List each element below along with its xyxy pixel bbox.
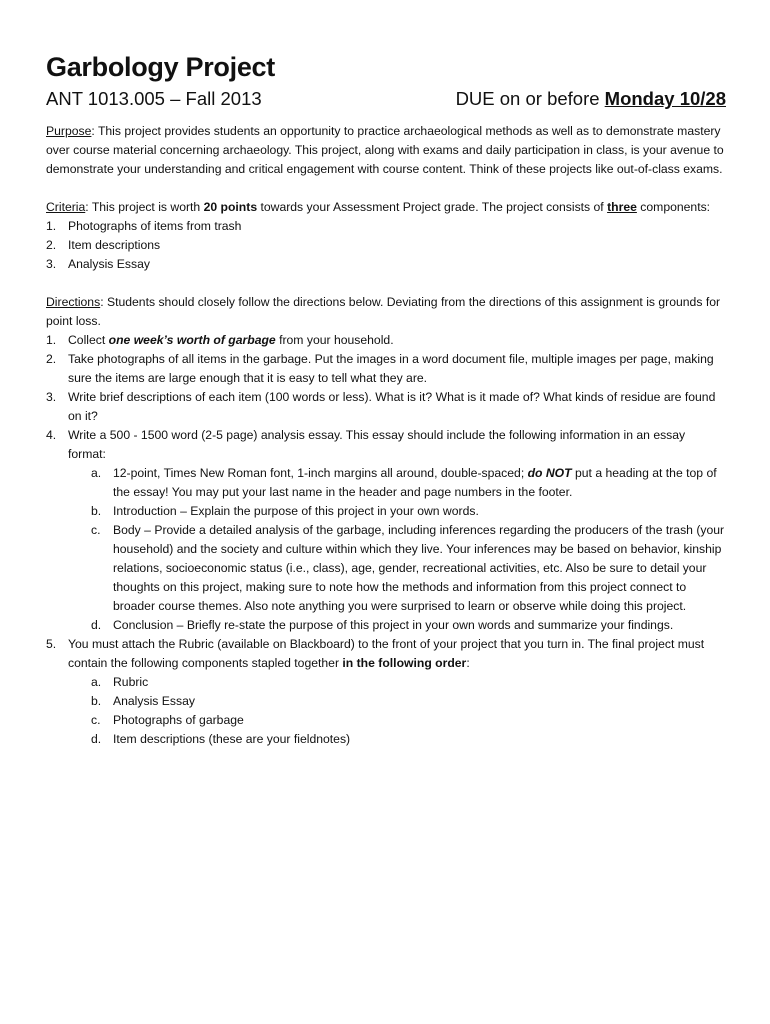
- purpose-text: : This project provides students an opportunity to practice archaeological methods as well as to demonstrate mastery over course material concerning archaeology. This project, along with exams and daily participation in class, is your avenue to demonstrate your understanding and critical engagement with course content. Think of these projects like out-of-class exams.: [46, 124, 724, 176]
- item1-emphasis: one week’s worth of garbage: [108, 333, 276, 347]
- item5-emphasis: in the following order: [342, 656, 467, 670]
- list-item: [46, 217, 726, 236]
- item5-text-a: You must attach the Rubric (available on Blackboard) to the front of your project that you turn in. The final project must contain the following components stapled together: [68, 637, 705, 670]
- item-number: 3.: [46, 257, 57, 271]
- directions-list: [46, 331, 726, 749]
- sub-a-text-2: put a heading at the top of the essay! You may put your last name in the header and page numbers in the footer.: [113, 466, 717, 499]
- criteria-points: 20 points: [203, 200, 258, 214]
- item-letter: a.: [91, 466, 102, 480]
- criteria-label: Criteria: [46, 200, 86, 214]
- item-letter: b.: [91, 694, 102, 708]
- list-item: [91, 521, 726, 616]
- item1-text-a: Collect: [68, 333, 109, 347]
- criteria-paragraph: [46, 198, 726, 217]
- directions-paragraph: [46, 293, 726, 331]
- sub-a-text-1: 12-point, Times New Roman font, 1-inch margins all around, double-spaced;: [113, 466, 528, 480]
- item-text: [113, 464, 726, 502]
- item-number: 3.: [46, 390, 57, 404]
- list-item: [91, 464, 726, 502]
- item-text: Take photographs of all items in the garbage. Put the images in a word document file, multiple images per page, making sure the items are large enough that it is easy to tell what they are.: [68, 352, 714, 385]
- item-text: Write brief descriptions of each item (100 words or less). What is it? What is it made of? What kinds of residue are found on it?: [68, 390, 716, 423]
- item-number: 2.: [46, 352, 57, 366]
- criteria-list: [46, 217, 726, 274]
- list-item: [91, 616, 726, 635]
- list-item: [91, 730, 726, 749]
- purpose-label: Purpose: [46, 124, 92, 138]
- criteria-text-b: towards your Assessment Project grade. The project consists of: [257, 200, 608, 214]
- item-text: [68, 635, 726, 673]
- item-text: Body – Provide a detailed analysis of the garbage, including inferences regarding the producers of the trash (your household) and the society and culture within which they live. Your inferences may be based on behavior, kinship relations, socioeconomic status (i.e., class), age, gender, recreational activities, etc. Also be sure to detail your thoughts on this project, making sure to note how the methods and information from this project connect to broader course themes. Also note anything you were surprised to learn or observe while doing this project.: [113, 523, 725, 613]
- course-line: [46, 87, 726, 111]
- list-item: [46, 635, 726, 673]
- item-letter: d.: [91, 732, 102, 746]
- course-name: ANT 1013.005 – Fall 2013: [46, 88, 262, 109]
- item-letter: a.: [91, 675, 102, 689]
- item-text: Photographs of items from trash: [68, 219, 242, 233]
- item-number: 2.: [46, 238, 57, 252]
- item-text: Analysis Essay: [113, 694, 195, 708]
- document-page: [46, 50, 726, 749]
- list-item: [46, 388, 726, 426]
- sub-a-emphasis: do NOT: [527, 466, 572, 480]
- list-item: [91, 502, 726, 521]
- document-title: Garbology Project: [46, 52, 275, 82]
- due-date-line: [456, 87, 726, 111]
- item1-text-b: from your household.: [275, 333, 394, 347]
- item-text: Analysis Essay: [68, 257, 150, 271]
- list-item: [91, 711, 726, 730]
- criteria-text-a: : This project is worth: [85, 200, 204, 214]
- item-letter: c.: [91, 523, 101, 537]
- item-number: 1.: [46, 333, 57, 347]
- item-letter: d.: [91, 618, 102, 632]
- criteria-text-c: components:: [636, 200, 711, 214]
- item-text: Photographs of garbage: [113, 713, 244, 727]
- purpose-paragraph: [46, 122, 726, 179]
- item-text: Rubric: [113, 675, 149, 689]
- item5-text-b: :: [466, 656, 470, 670]
- list-item: [46, 350, 726, 388]
- item-number: 5.: [46, 637, 57, 651]
- directions-label: Directions: [46, 295, 101, 309]
- list-item: [91, 673, 726, 692]
- item-number: 1.: [46, 219, 57, 233]
- item-letter: b.: [91, 504, 102, 518]
- item-text: Write a 500 - 1500 word (2-5 page) analysis essay. This essay should include the following information in an essay format:: [68, 428, 686, 461]
- due-date: Monday 10/28: [604, 88, 726, 109]
- list-item: [46, 236, 726, 255]
- criteria-count: three: [607, 200, 637, 214]
- directions-text: : Students should closely follow the directions below. Deviating from the directions of this assignment is grounds for point loss.: [46, 295, 721, 328]
- list-item: [46, 255, 726, 274]
- list-item: [91, 692, 726, 711]
- item-text: [68, 331, 726, 350]
- item-text: Item descriptions: [68, 238, 161, 252]
- item-number: 4.: [46, 428, 57, 442]
- list-item: [46, 426, 726, 464]
- item-text: Conclusion – Briefly re-state the purpose of this project in your own words and summarize your findings.: [113, 618, 674, 632]
- item-text: Introduction – Explain the purpose of this project in your own words.: [113, 504, 479, 518]
- item-text: Item descriptions (these are your fieldnotes): [113, 732, 351, 746]
- item-letter: c.: [91, 713, 101, 727]
- list-item: [46, 331, 726, 350]
- due-prefix: DUE on or before: [455, 88, 605, 109]
